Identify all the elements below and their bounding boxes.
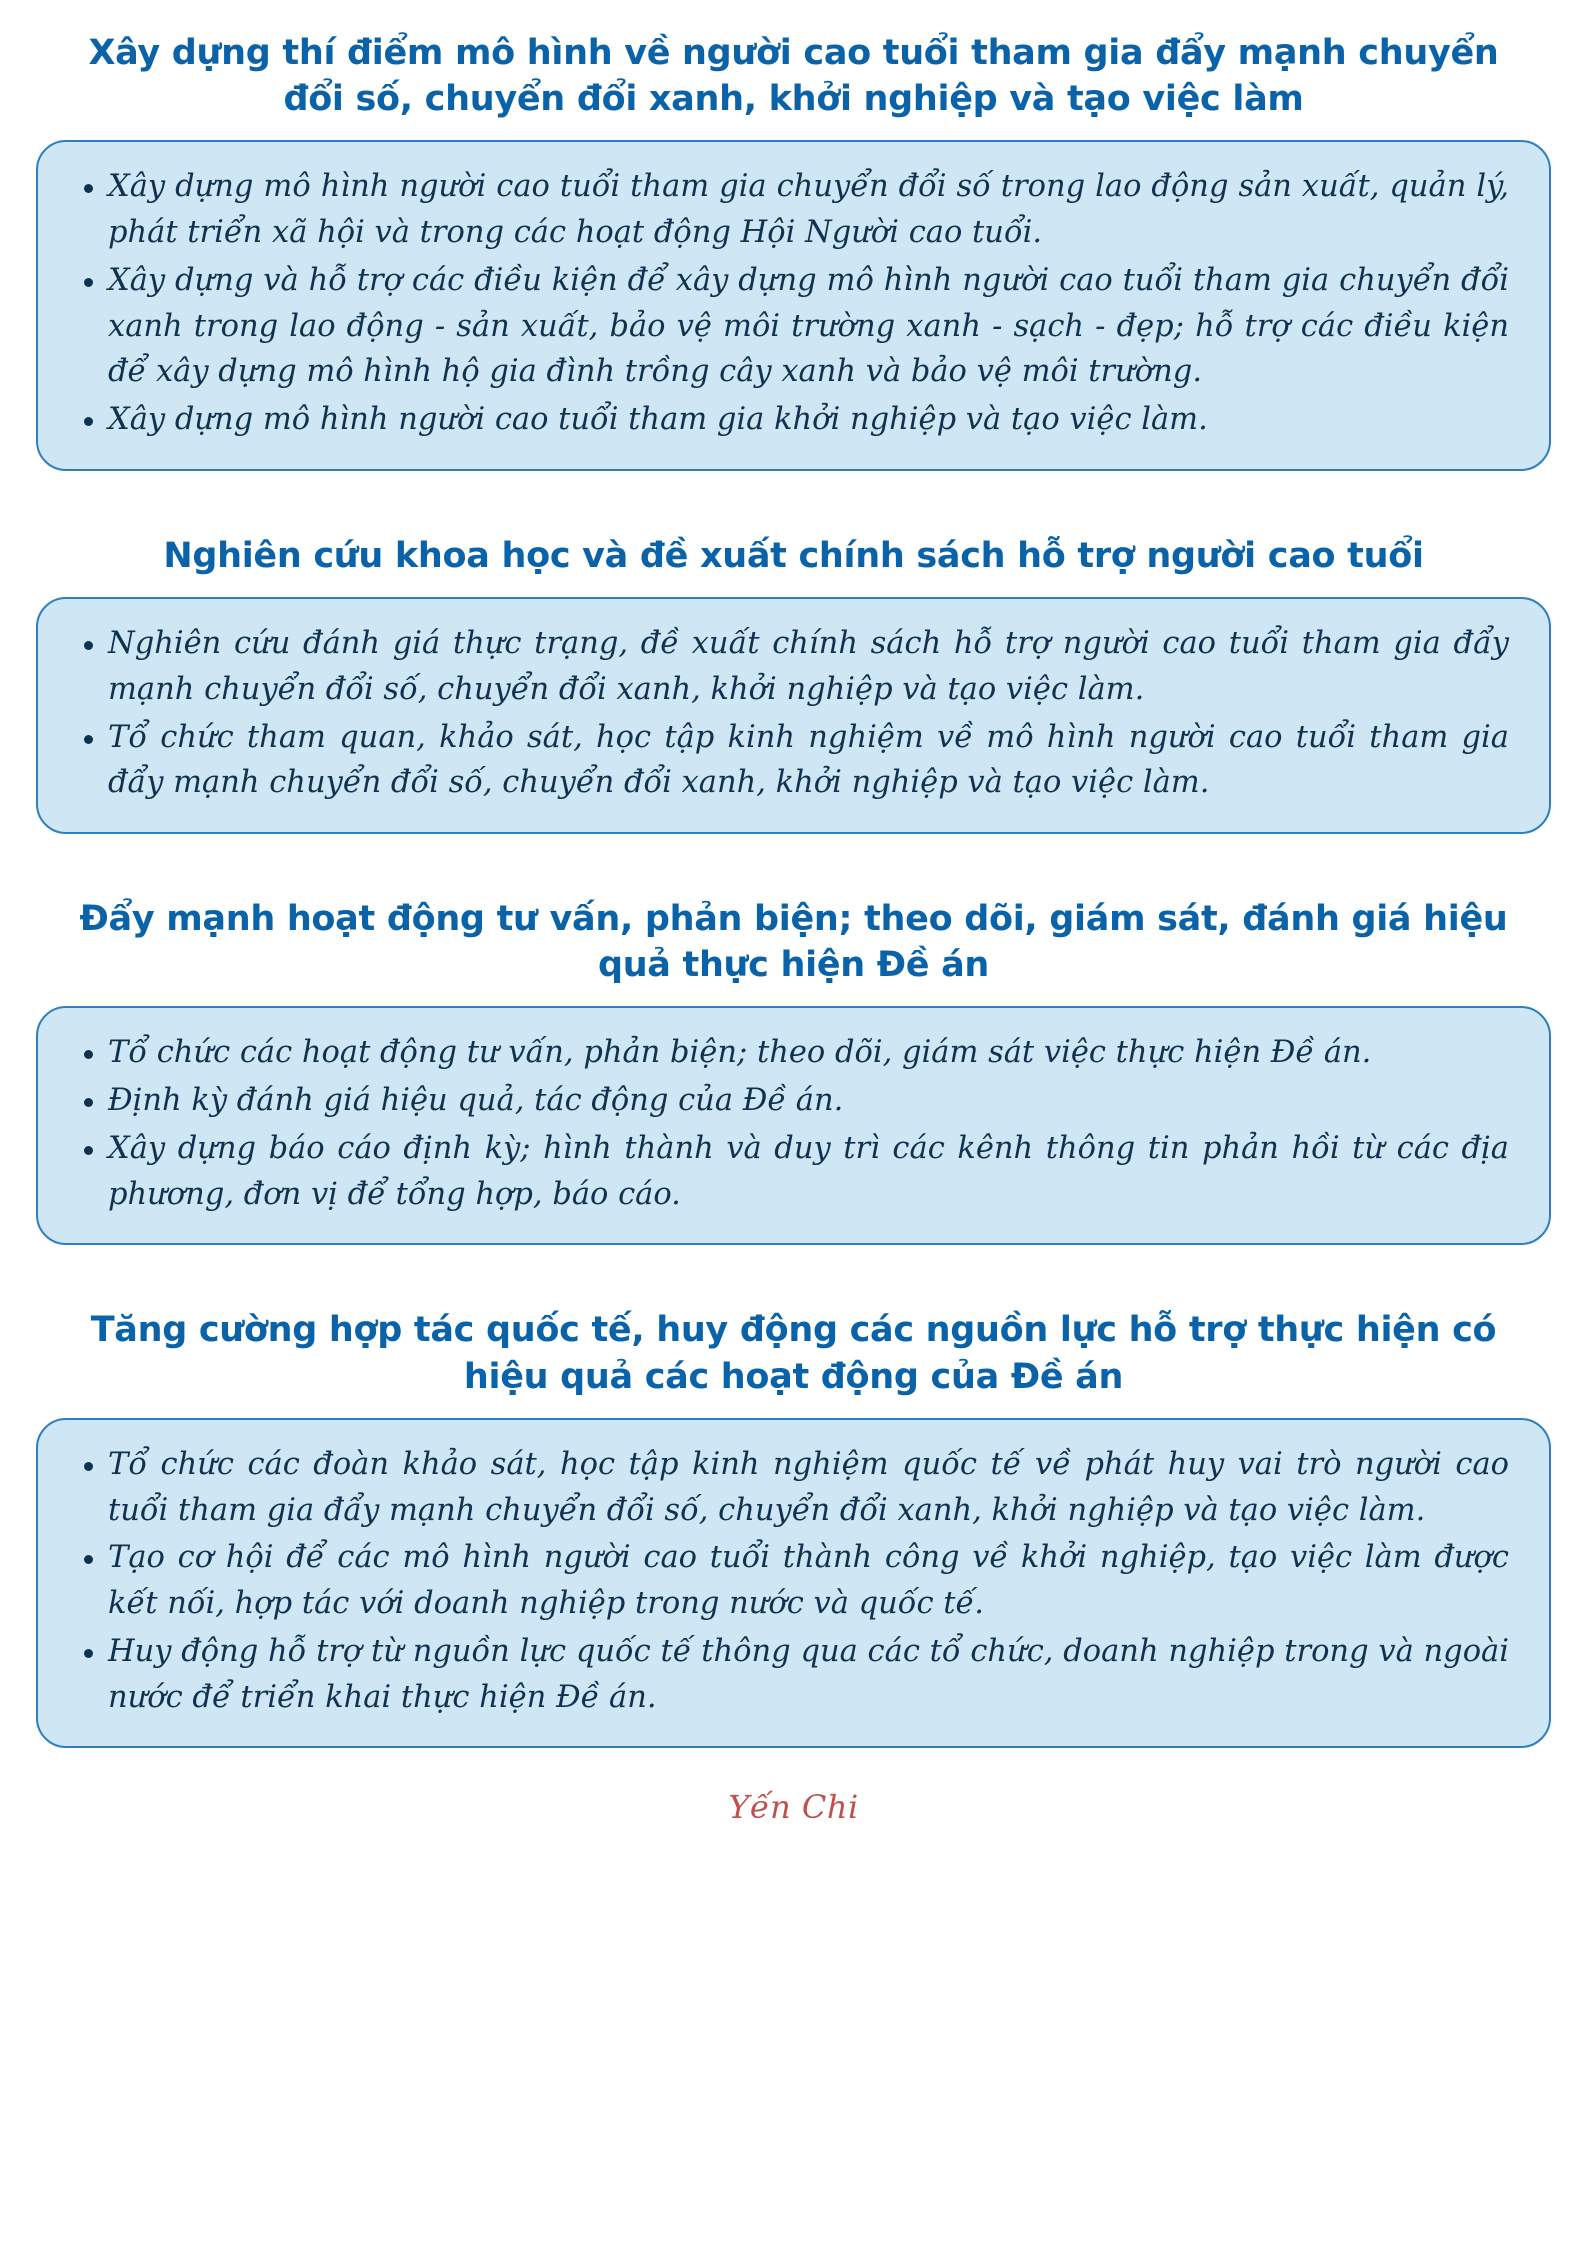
section-1 (36, 30, 1551, 471)
section-4 (36, 1307, 1551, 1748)
section-2-title: Nghiên cứu khoa học và đề xuất chính sách hỗ trợ người cao tuổi (163, 535, 1424, 576)
section-2-card (36, 597, 1551, 834)
section-2 (36, 533, 1551, 834)
section-4-card (36, 1418, 1551, 1749)
section-2-bullet-list (72, 621, 1509, 806)
section-3-title: Đẩy mạnh hoạt động tư vấn, phản biện; theo dõi, giám sát, đánh giá hiệu quả thực hiện Đề án (79, 899, 1508, 986)
author-signature: Yến Chi (728, 1788, 859, 1827)
list-item: Định kỳ đánh giá hiệu quả, tác động của Đề án. (72, 1078, 1509, 1124)
list-item: Nghiên cứu đánh giá thực trạng, đề xuất chính sách hỗ trợ người cao tuổi tham gia đẩy mạnh chuyển đổi số, chuyển đổi xanh, khởi nghiệp và tạo việc làm. (72, 621, 1509, 713)
list-item: Huy động hỗ trợ từ nguồn lực quốc tế thông qua các tổ chức, doanh nghiệp trong và ngoài nước để triển khai thực hiện Đề án. (72, 1629, 1509, 1721)
section-spacer (36, 481, 1551, 533)
section-spacer (36, 844, 1551, 896)
section-3 (36, 896, 1551, 1245)
section-1-card (36, 140, 1551, 471)
list-item: Xây dựng báo cáo định kỳ; hình thành và duy trì các kênh thông tin phản hồi từ các địa phương, đơn vị để tổng hợp, báo cáo. (72, 1126, 1509, 1218)
section-4-title: Tăng cường hợp tác quốc tế, huy động các nguồn lực hỗ trợ thực hiện có hiệu quả các hoạt động của Đề án (90, 1310, 1497, 1397)
list-item: Xây dựng mô hình người cao tuổi tham gia khởi nghiệp và tạo việc làm. (72, 397, 1509, 443)
list-item: Tổ chức tham quan, khảo sát, học tập kinh nghiệm về mô hình người cao tuổi tham gia đẩy mạnh chuyển đổi số, chuyển đổi xanh, khởi nghiệp và tạo việc làm. (72, 715, 1509, 807)
list-item: Tổ chức các đoàn khảo sát, học tập kinh nghiệm quốc tế về phát huy vai trò người cao tuổi tham gia đẩy mạnh chuyển đổi số, chuyển đổi xanh, khởi nghiệp và tạo việc làm. (72, 1442, 1509, 1534)
list-item: Xây dựng và hỗ trợ các điều kiện để xây dựng mô hình người cao tuổi tham gia chuyển đổi xanh trong lao động - sản xuất, bảo vệ môi trường xanh - sạch - đẹp; hỗ trợ các điều kiện để xây dựng mô hình hộ gia đình trồng cây xanh và bảo vệ môi trường. (72, 258, 1509, 395)
section-4-bullet-list (72, 1442, 1509, 1721)
section-3-bullet-list (72, 1030, 1509, 1217)
list-item: Xây dựng mô hình người cao tuổi tham gia chuyển đổi số trong lao động sản xuất, quản lý, phát triển xã hội và trong các hoạt động Hội Người cao tuổi. (72, 164, 1509, 256)
section-1-title: Xây dựng thí điểm mô hình về người cao tuổi tham gia đẩy mạnh chuyển đổi số, chuyển đổi xanh, khởi nghiệp và tạo việc làm (88, 33, 1499, 120)
list-item: Tạo cơ hội để các mô hình người cao tuổi thành công về khởi nghiệp, tạo việc làm được kết nối, hợp tác với doanh nghiệp trong nước và quốc tế. (72, 1535, 1509, 1627)
section-spacer (36, 1255, 1551, 1307)
section-3-card (36, 1006, 1551, 1245)
list-item: Tổ chức các hoạt động tư vấn, phản biện; theo dõi, giám sát việc thực hiện Đề án. (72, 1030, 1509, 1076)
section-1-bullet-list (72, 164, 1509, 443)
